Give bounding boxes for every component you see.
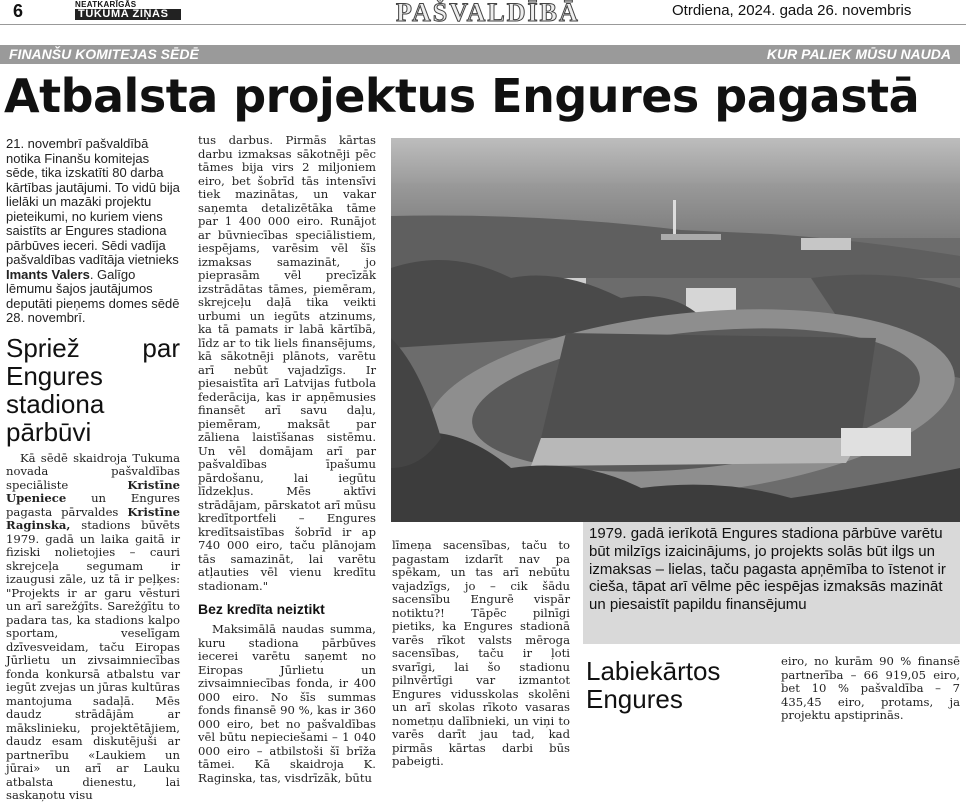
rubric-right: KUR PALIEK MŪSU NAUDA [766,46,951,62]
column-1 [6,137,180,803]
subhead-improvements: Labiekārtos Engures [586,656,721,714]
stadium-photo-image [391,138,960,522]
rubric-bar [0,45,960,64]
column-3 [392,539,570,769]
name-raginska: Kristīne Raginska, [6,504,180,532]
article-headline: Atbalsta projektus Engures pagastā [4,69,920,123]
lead-name: Imants Valers [6,266,90,282]
col4-paragraph: eiro, no kurām 90 % finansē partnerība – 66 919,05 eiro, bet 10 % pašvaldība – 7 435,45 eiro, protams, ja projektu apstiprinās. [781,654,960,722]
logo-line1: NEATKARĪGĀS [75,0,137,9]
col1-paragraph [6,452,180,803]
column-4 [781,655,960,723]
name-upeniece: Kristīne Upeniece [6,477,180,505]
col3-paragraph: līmeņa sacensības, taču to pagastam izdarīt nav pa spēkam, un tas arī nebūtu vajadzīgs, jo – cik šādu sacensību Engurē vispār notiktu?! Tāpēc pilnīgi pietiks, ka Engures stadionā varēs rīkot valsts mēroga sacensības, taču ir ļoti svarīgi, lai šo stadionu pilnvērtīgi var izmantot Engures vidusskolas skolēni un arī skolas rīkoto vasaras nometņu dalībnieki, un viņi to varēs darīt jau tad, kad pirmās kārtas darbi būs pabeigti. [392,538,570,768]
page-header [0,0,966,25]
lead-paragraph [6,137,180,326]
issue-date: Otrdiena, 2024. gada 26. novembris [672,2,912,19]
col1-text-a: Kā sēdē skaidroja Tukuma novada pašvaldības speciāliste [6,450,180,492]
lead-text-b: . Galīgo lēmumu šajos jautājumos deputāti pieņems domes sēdē 28. novembrī. [6,266,180,325]
lead-text-a: 21. novembrī pašvaldībā notika Finanšu komitejas sēde, tika izskatīti 80 darba kārtības jautājumi. To vidū bija lielāki un mazāki projektu pieteikumi, no kuriem viens saistīts ar Engures stadiona pārbūves ieceri. Sēdi vadīja pašvaldības vadītāja vietnieks [6,136,180,267]
logo-line2: TUKUMA ZIŅAS [75,9,181,20]
subhead-stadium: Spriež par Engures stadiona pārbūvi [6,332,180,447]
newspaper-logo [75,0,181,20]
stadium-aerial-photo [391,138,960,522]
col2-paragraph-1: tus darbus. Pirmās kārtas darbu izmaksas sākotnēji pēc tāmes bija virs 2 miljoniem eiro, bet šobrīd tās intensīvi tiek mazinātas, un vakar saņemta detalizētāka tāme par 1 400 000 eiro. Runājot ar būvniecības speciālistiem, iespējams, varēsim vēl šīs izmaksas samazināt, jo pieprasām vēl precīzāk izstrādātas tāmes, piemēram, skrejceļu daļā tika veikti urbumi un iegūts atzinums, ka tā pamats ir labā kārtībā, līdz ar to tik liels finansējums, kā sākotnēji plānots, varētu arī nebūt vajadzīgs. Ir piesaistīta arī Latvijas futbola federācija, kas ir apņēmusies finansēt arī savu daļu, piemēram, maksāt par zāliena laistīšanas sistēmu. Un vēl domājam arī par pašvaldības īpašumu pārdošanu, lai iegūtu līdzekļus. Mēs aktīvi strādājam, pārskatot arī mūsu kredītportfeli – Engures kredītsaistības šobrīd ir ap 740 000 eiro, taču plānojam tās samazināt, lai varētu atļauties vēl vienu kredītu stadionam." [198,133,376,593]
page-number: 6 [13,1,24,21]
rubric-left: FINANŠU KOMITEJAS SĒDĒ [9,46,199,62]
col2-paragraph-2: Maksimālā naudas summa, kuru stadiona pārbūves iecerei varētu saņemt no Eiropas Jūrlietu un zivsaimniecības fonda, ir 400 000 eiro. No šīs summas fonds finansē 90 %, kas ir 360 000 eiro, bet no pašvaldības vēl būtu nepieciešami – 1 040 000 eiro – atbilstoši šī brīža tāmei. Kā skaidroja K. Raginska, tas, visdrīzāk, būtu [198,622,376,785]
section-title: PAŠVALDĪBĀ [396,0,580,27]
column-2 [198,134,376,785]
col1-text-c: stadions būvēts 1979. gadā un laika gaitā ir fiziski nolietojies – cauri skrejceļa segumam ir izaugusi zāle, uz tā ir peļķes: "Projekts ir ar garu vēsturi un arī sarežģīts. Sarežģītu to padara tas, ka stadions kalpo sportam, veselīgam dzīvesveidam, taču Eiropas Jūrlietu un zivsaimniecības fonda konkursā atbalstu var iegūt zvejas un jūras kultūras mantojuma sadaļā. Mēs daudz strādājām ar mākslinieku, projektētājiem, daudz esam diskutējuši ar partnerību «Laukiem un jūrai» un arī ar Lauku atbalsta dienestu, lai saskaņotu visu [6,518,181,802]
col1-text-b: un Engures pagasta pārvaldes [6,491,181,519]
photo-caption: 1979. gadā ierīkotā Engures stadiona pārbūve varētu būt milzīgs izaicinājums, jo projekts solās būt ilgs un izmaksas – lielas, taču pagasta apņēmība to īstenot ir cieša, tāpat arī vēlme pēc iespējas izmaksās mazināt un piesaistīt papildu finansējumu [583,522,960,644]
subhead-credit: Bez kredīta neiztikt [198,601,325,617]
